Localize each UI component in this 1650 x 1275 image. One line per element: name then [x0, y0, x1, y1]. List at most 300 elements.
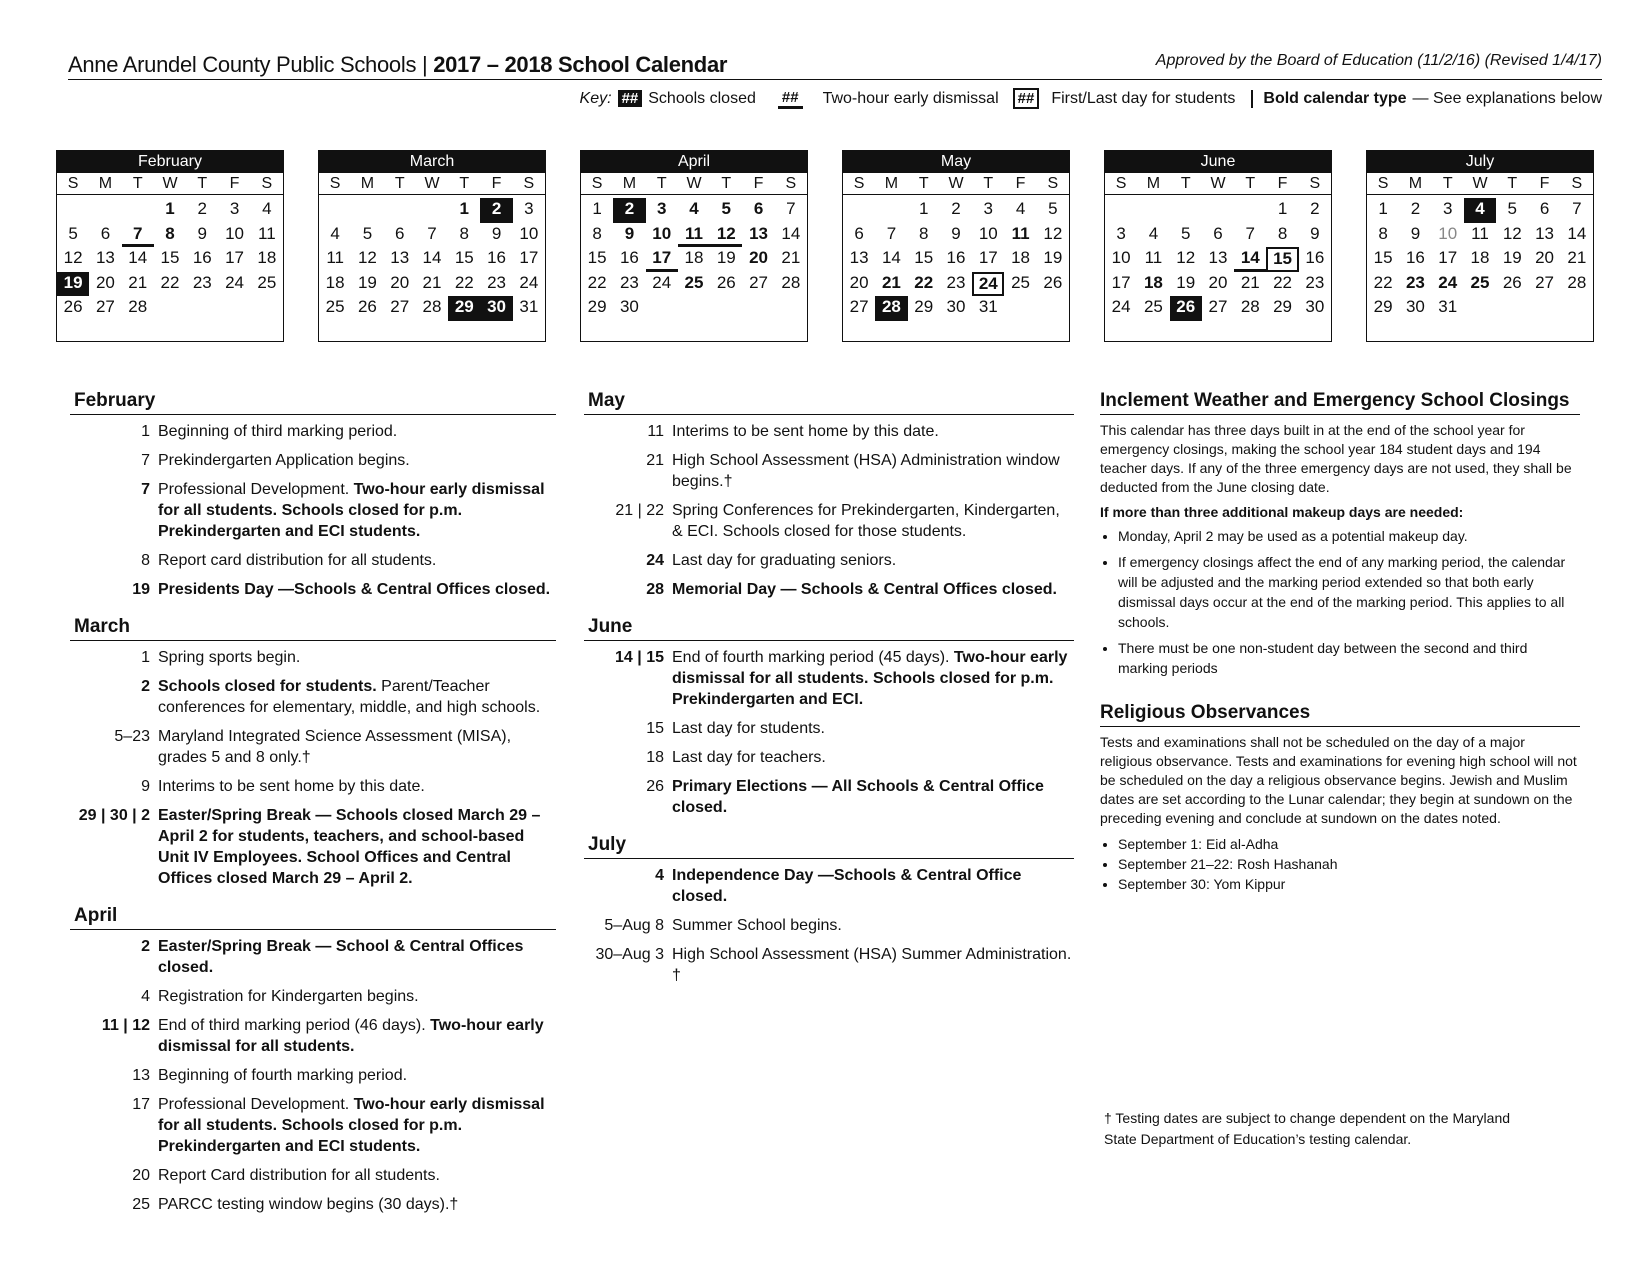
calendar-day: 24	[1111, 297, 1131, 316]
calendar-day: 28	[422, 297, 442, 316]
event-date: 15	[646, 720, 664, 737]
org-name: Anne Arundel County Public Schools |	[68, 52, 428, 77]
weekday-label: T	[394, 175, 405, 192]
event-description	[672, 450, 1074, 492]
event-row	[584, 550, 1074, 571]
calendar-day: 25	[1143, 297, 1163, 316]
calendar-day: 28	[128, 297, 148, 316]
event-date: 11	[647, 423, 664, 440]
calendar-day: 27	[1208, 297, 1228, 316]
event-date: 9	[141, 778, 150, 795]
event-date: 30–Aug 3	[595, 946, 664, 963]
calendar-day: 25	[1470, 272, 1490, 292]
calendar-day: 16	[192, 248, 212, 267]
calendar-day: 11	[326, 248, 344, 267]
calendar-day: 6	[100, 223, 111, 243]
calendar-day: 19	[357, 272, 377, 292]
calendar-day: 21	[422, 272, 442, 292]
calendar-day: 16	[619, 248, 639, 267]
weather-subhead: If more than three additional makeup days are needed:	[1100, 504, 1464, 520]
event-row	[584, 500, 1074, 542]
empty-day	[351, 198, 383, 223]
event-description	[672, 647, 1074, 710]
calendar-day: 4	[1148, 223, 1159, 243]
section-gap	[70, 897, 556, 905]
weekday-label: S	[329, 175, 341, 192]
calendar-day: 3	[1442, 199, 1453, 218]
calendar-day: 20	[749, 248, 769, 267]
events-column-2	[584, 390, 1074, 994]
event-bold-text: Presidents Day —Schools & Central Offices closed.	[158, 581, 551, 598]
event-date: 26	[646, 778, 664, 795]
day-grid	[1105, 195, 1331, 321]
calendar-day: 11	[258, 223, 276, 243]
event-description	[158, 421, 556, 442]
event-text: Report card distribution for all students.	[158, 552, 437, 569]
weather-paragraph: This calendar has three days built in at the end of the school year for emergency closings, making the school year 184 student days and 194 teacher days. If any of the three emergency days are not used, they shall be deducted from the June closing date.	[1100, 422, 1572, 495]
calendar-day: 4	[1464, 198, 1496, 223]
event-row	[584, 747, 1074, 768]
event-date: 14 | 15	[615, 649, 664, 666]
event-description	[672, 579, 1074, 600]
event-description	[158, 676, 556, 718]
calendar-day: 2	[1310, 199, 1320, 218]
calendar-day: 17	[978, 248, 998, 267]
event-row	[70, 579, 556, 600]
calendar-day: 17	[519, 248, 539, 267]
calendar-day: 1	[1378, 199, 1388, 218]
calendar-day: 11	[1471, 223, 1489, 243]
empty-day	[416, 198, 448, 223]
calendar-day: 6	[394, 223, 405, 243]
event-row	[70, 1165, 556, 1186]
event-date: 5–23	[114, 728, 150, 745]
calendar-day: 22	[160, 272, 180, 292]
calendar-day: 8	[592, 223, 602, 243]
section-heading: February	[70, 390, 556, 415]
calendar-day: 8	[1378, 223, 1388, 243]
section-heading: April	[70, 905, 556, 930]
calendar-day: 17	[1111, 272, 1131, 292]
calendar-day: 31	[519, 297, 539, 316]
calendar-day: 22	[454, 272, 474, 292]
calendar-day: 7	[786, 199, 796, 218]
calendar-day: 12	[1502, 223, 1522, 243]
event-text: Beginning of fourth marking period.	[158, 1067, 408, 1084]
legend-early-label: Two-hour early dismissal	[822, 89, 999, 107]
calendar-month-title: July	[1367, 151, 1593, 173]
event-text: Last day for graduating seniors.	[672, 552, 897, 569]
event-bold-text: Easter/Spring Break — School & Central Offices closed.	[158, 938, 524, 976]
event-text: Prekindergarten Application begins.	[158, 452, 410, 469]
calendar-day: 14	[1567, 223, 1587, 243]
calendar-day: 4	[262, 199, 272, 218]
event-description	[672, 865, 1074, 907]
calendar-day: 1	[592, 199, 602, 218]
calendar-month-title: June	[1105, 151, 1331, 173]
event-bold-text: Two-hour early dismissal for all students.	[158, 1017, 544, 1055]
event-description	[672, 747, 1074, 768]
calendar-day: 20	[95, 272, 115, 292]
weekday-label: F	[491, 175, 502, 192]
legend-early-swatch: ##	[778, 89, 803, 109]
weekday-label: S	[853, 175, 865, 192]
event-date: 24	[646, 552, 664, 569]
event-text: High School Assessment (HSA) Administration window begins.†	[672, 452, 1060, 490]
event-date: 7	[141, 481, 150, 498]
empty-day	[384, 198, 416, 223]
event-text: Spring sports begin.	[158, 649, 301, 666]
calendar-day: 19	[1502, 248, 1522, 267]
weekday-label: S	[261, 175, 273, 192]
calendar-month-title: February	[57, 151, 283, 173]
calendar-day: 3	[229, 199, 240, 218]
event-description	[158, 579, 556, 600]
calendar-day: 13	[95, 248, 115, 267]
event-description	[158, 986, 556, 1007]
event-date: 2	[141, 938, 150, 955]
event-row	[70, 1094, 556, 1157]
empty-day	[843, 198, 875, 223]
calendar-day: 19	[716, 248, 736, 267]
empty-day	[1105, 198, 1137, 223]
event-date: 1	[141, 649, 150, 666]
event-bold-text: Two-hour early dismissal for all students. Schools closed for p.m. Prekindergarten and ECI.	[672, 649, 1068, 708]
calendar-day: 9	[1410, 223, 1421, 243]
event-bold-text: Primary Elections — All Schools & Central Office closed.	[672, 778, 1044, 816]
calendar-day: 29	[914, 297, 934, 316]
weekday-header	[57, 173, 283, 195]
event-date: 25	[132, 1196, 150, 1213]
calendar-day: 9	[624, 223, 635, 243]
calendar-day: 23	[192, 272, 212, 292]
calendar-june	[1104, 150, 1332, 342]
event-date: 19	[132, 581, 150, 598]
calendar-day: 26	[1043, 272, 1063, 292]
calendar-day: 24	[972, 272, 1004, 297]
calendar-day: 18	[1470, 248, 1490, 267]
weather-heading: Inclement Weather and Emergency School Closings	[1100, 390, 1580, 415]
event-row	[70, 1194, 556, 1215]
calendar-day: 13	[849, 248, 869, 267]
event-row	[70, 450, 556, 471]
event-row	[70, 676, 556, 718]
event-row	[70, 726, 556, 768]
calendar-month-title: March	[319, 151, 545, 173]
calendar-day: 1	[1277, 199, 1288, 218]
event-description	[672, 500, 1074, 542]
weekday-label: T	[918, 175, 929, 192]
calendar-day: 28	[1567, 272, 1587, 292]
weekday-label: W	[1210, 175, 1226, 192]
empty-day	[1137, 198, 1169, 223]
calendar-day: 15	[160, 248, 180, 267]
calendar-day: 25	[684, 272, 704, 292]
calendar-day: 4	[330, 223, 340, 243]
event-date: 21	[646, 452, 664, 469]
event-bold-text: Easter/Spring Break — Schools closed March 29 – April 2 for students, teachers, and school-based Unit IV Employees. School Offices and Central Offices closed March 29 – April 2.	[158, 807, 541, 887]
event-text: Maryland Integrated Science Assessment (MISA), grades 5 and 8 only.†	[158, 728, 512, 766]
event-description	[158, 647, 556, 668]
section-heading: July	[584, 834, 1074, 859]
weekday-label: M	[98, 175, 113, 192]
legend-firstlast-label: First/Last day for students	[1051, 89, 1236, 107]
calendar-day: 15	[1266, 247, 1298, 272]
calendar-day: 20	[390, 272, 410, 292]
calendar-day: 18	[257, 248, 277, 267]
calendar-day: 18	[1011, 248, 1031, 267]
event-date: 21 | 22	[615, 502, 664, 519]
day-grid	[843, 195, 1069, 321]
calendar-day: 11	[1011, 223, 1030, 243]
event-date: 5–Aug 8	[604, 917, 664, 934]
event-row	[70, 550, 556, 571]
event-date: 28	[646, 581, 664, 598]
weekday-label: S	[67, 175, 79, 192]
calendar-day: 21	[781, 248, 801, 267]
calendar-day: 18	[684, 248, 704, 267]
weekday-label: M	[1408, 175, 1423, 192]
weekday-label: S	[785, 175, 797, 192]
legend-closed-swatch: ##	[618, 90, 643, 107]
calendar-day: 22	[587, 272, 607, 292]
section-heading: May	[584, 390, 1074, 415]
event-row	[584, 915, 1074, 936]
calendar-day: 15	[587, 248, 607, 267]
calendar-day: 2	[480, 198, 512, 223]
calendar-july	[1366, 150, 1594, 342]
weekday-label: F	[1015, 175, 1026, 192]
event-row	[70, 1015, 556, 1057]
calendar-day: 5	[1048, 199, 1058, 218]
calendar-day: 28	[875, 296, 907, 321]
event-bold-text: Two-hour early dismissal for all students. Schools closed for p.m. Prekindergarten and ECI students.	[158, 1096, 545, 1155]
calendar-day: 24	[225, 272, 245, 292]
calendar-day: 22	[914, 272, 934, 292]
calendar-day: 11	[1144, 248, 1163, 267]
event-row	[70, 936, 556, 978]
event-bold-text: Two-hour early dismissal for all students. Schools closed for p.m. Prekindergarten and ECI students.	[158, 481, 545, 540]
religious-heading: Religious Observances	[1100, 702, 1580, 727]
event-date: 4	[655, 867, 664, 884]
weekday-label: S	[1571, 175, 1583, 192]
calendar-day: 27	[95, 297, 115, 316]
calendar-day: 15	[1373, 248, 1393, 267]
empty-day	[89, 198, 121, 223]
weekday-label: S	[1309, 175, 1321, 192]
weekday-label: T	[1180, 175, 1191, 192]
empty-day	[57, 198, 89, 223]
calendar-day: 30	[1305, 297, 1325, 316]
calendar-day: 8	[165, 223, 175, 243]
calendar-day: 5	[721, 199, 732, 218]
calendar-day: 21	[128, 272, 148, 292]
calendar-day: 31	[1438, 297, 1458, 316]
section-heading: June	[584, 616, 1074, 641]
weekday-label: W	[1472, 175, 1488, 192]
calendar-day: 4	[689, 199, 699, 218]
calendar-day: 20	[1208, 272, 1228, 292]
legend	[580, 88, 1602, 109]
calendar-day: 18	[325, 272, 345, 292]
weekday-label: S	[591, 175, 603, 192]
section-gap	[70, 608, 556, 616]
calendar-day: 27	[849, 297, 869, 316]
calendar-march	[318, 150, 546, 342]
event-text: Interims to be sent home by this date.	[672, 423, 939, 440]
event-row	[584, 776, 1074, 818]
section-gap	[584, 826, 1074, 834]
event-text: Spring Conferences for Prekindergarten, Kindergarten, & ECI. Schools closed for those students.	[672, 502, 1060, 540]
list-item: • September 30: Yom Kippur	[1118, 874, 1580, 894]
calendar-day: 19	[57, 272, 89, 297]
event-text: End of fourth marking period (45 days).	[672, 649, 954, 666]
calendar-day: 6	[854, 223, 864, 243]
day-grid	[581, 195, 807, 321]
calendar-day: 15	[454, 248, 474, 267]
section-heading: March	[70, 616, 556, 641]
weekday-label: W	[686, 175, 702, 192]
calendar-day: 30	[619, 297, 639, 316]
header-divider	[68, 79, 1602, 80]
empty-day	[875, 198, 907, 223]
calendar-february	[56, 150, 284, 342]
notes-column	[1100, 390, 1580, 894]
calendar-day: 31	[978, 297, 998, 316]
calendar-day: 16	[1305, 248, 1325, 267]
calendar-day: 12	[710, 223, 742, 248]
event-text: Professional Development.	[158, 481, 354, 498]
legend-closed-label: Schools closed	[648, 89, 756, 107]
event-date: 7	[141, 452, 150, 469]
event-date: 17	[132, 1096, 150, 1113]
event-row	[70, 1065, 556, 1086]
calendar-day: 26	[716, 272, 736, 292]
weekday-label: T	[721, 175, 732, 192]
calendar-day: 7	[122, 223, 154, 248]
event-row	[584, 944, 1074, 986]
calendar-day: 23	[1305, 272, 1325, 292]
calendar-day: 3	[524, 199, 534, 218]
event-row	[70, 647, 556, 668]
event-date: 8	[141, 552, 150, 569]
calendar-day: 6	[1213, 223, 1223, 243]
weekday-label: S	[523, 175, 535, 192]
event-text: Last day for teachers.	[672, 749, 826, 766]
calendar-day: 23	[619, 272, 639, 292]
calendar-day: 3	[656, 199, 667, 218]
event-description	[672, 718, 1074, 739]
event-text: Beginning of third marking period.	[158, 423, 398, 440]
event-description	[158, 450, 556, 471]
event-date: 2	[141, 678, 150, 695]
event-text: PARCC testing window begins (30 days).†	[158, 1196, 459, 1213]
calendar-month-title: May	[843, 151, 1069, 173]
calendar-day: 2	[951, 199, 961, 218]
legend-label: Key:	[579, 89, 612, 107]
calendar-day: 7	[1572, 199, 1582, 218]
calendar-day: 27	[1535, 272, 1555, 292]
calendar-day: 13	[390, 248, 410, 267]
weekday-header	[1367, 173, 1593, 195]
calendar-day: 9	[197, 223, 208, 243]
calendar-day: 7	[427, 223, 437, 243]
list-item: • Monday, April 2 may be used as a potential makeup day.	[1118, 526, 1580, 546]
event-row	[70, 776, 556, 797]
event-description	[672, 421, 1074, 442]
calendar-day: 23	[487, 272, 507, 292]
calendar-day: 30	[946, 297, 966, 316]
calendar-day: 10	[519, 223, 539, 243]
event-row	[584, 718, 1074, 739]
calendar-day: 14	[781, 223, 801, 243]
event-date: 20	[132, 1167, 150, 1184]
weekday-header	[319, 173, 545, 195]
calendar-day: 16	[1405, 248, 1425, 267]
religious-paragraph: Tests and examinations shall not be scheduled on the day of a major religious observance. Tests and examinations for evening high school will not be scheduled on the day a religious observance begins. Jewish and Muslim dates are set according to the Lunar calendar; they begin at sundown on the preceding evening and conclude at sundown on the dates noted.	[1100, 734, 1577, 826]
calendar-day: 22	[1273, 272, 1293, 292]
legend-bold-label: Bold calendar type	[1263, 89, 1407, 107]
weekday-label: M	[1146, 175, 1161, 192]
weekday-label: S	[1115, 175, 1127, 192]
weekday-label: T	[132, 175, 143, 192]
calendar-day: 21	[881, 272, 901, 292]
calendar-day: 5	[68, 223, 78, 243]
calendar-day: 9	[951, 223, 961, 243]
calendar-day: 10	[978, 223, 998, 243]
calendar-day: 7	[886, 223, 897, 243]
calendar-day: 24	[519, 272, 539, 292]
event-description	[158, 550, 556, 571]
event-text: Interims to be sent home by this date.	[158, 778, 425, 795]
page-title: 2017 – 2018 School Calendar	[433, 52, 728, 77]
event-text: Parent/Teacher conferences for elementary, middle, and high schools.	[158, 678, 541, 716]
empty-day	[122, 198, 154, 223]
event-bold-text: Independence Day —Schools & Central Office closed.	[672, 867, 1022, 905]
calendar-april	[580, 150, 808, 342]
calendar-day: 7	[1245, 223, 1256, 243]
calendar-day: 10	[1438, 223, 1458, 243]
calendar-day: 28	[1240, 297, 1260, 316]
calendar-day: 21	[1567, 248, 1587, 267]
calendar-day: 17	[1438, 248, 1458, 267]
event-row	[70, 986, 556, 1007]
event-description	[158, 1094, 556, 1157]
calendar-day: 17	[225, 248, 245, 267]
legend-separator	[1251, 90, 1253, 108]
event-text: High School Assessment (HSA) Summer Administration. †	[672, 946, 1072, 984]
calendar-day: 1	[459, 199, 470, 218]
calendar-day: 4	[1015, 199, 1026, 218]
calendar-day: 10	[652, 223, 672, 243]
calendar-day: 29	[1373, 297, 1393, 316]
empty-day	[319, 198, 351, 223]
calendar-day: 26	[63, 297, 83, 316]
event-bold-text: Schools closed for students.	[158, 678, 382, 695]
calendar-day: 21	[1240, 272, 1260, 292]
calendar-may	[842, 150, 1070, 342]
list-item: • September 21–22: Rosh Hashanah	[1118, 854, 1580, 874]
weekday-label: S	[1377, 175, 1389, 192]
event-description	[158, 1065, 556, 1086]
calendar-day: 10	[225, 223, 245, 243]
calendar-day: 8	[918, 223, 929, 243]
calendar-day: 13	[749, 223, 769, 243]
event-text: Last day for students.	[672, 720, 825, 737]
event-date: 18	[646, 749, 664, 766]
calendar-day: 10	[1111, 248, 1131, 267]
calendar-day: 1	[918, 199, 929, 218]
